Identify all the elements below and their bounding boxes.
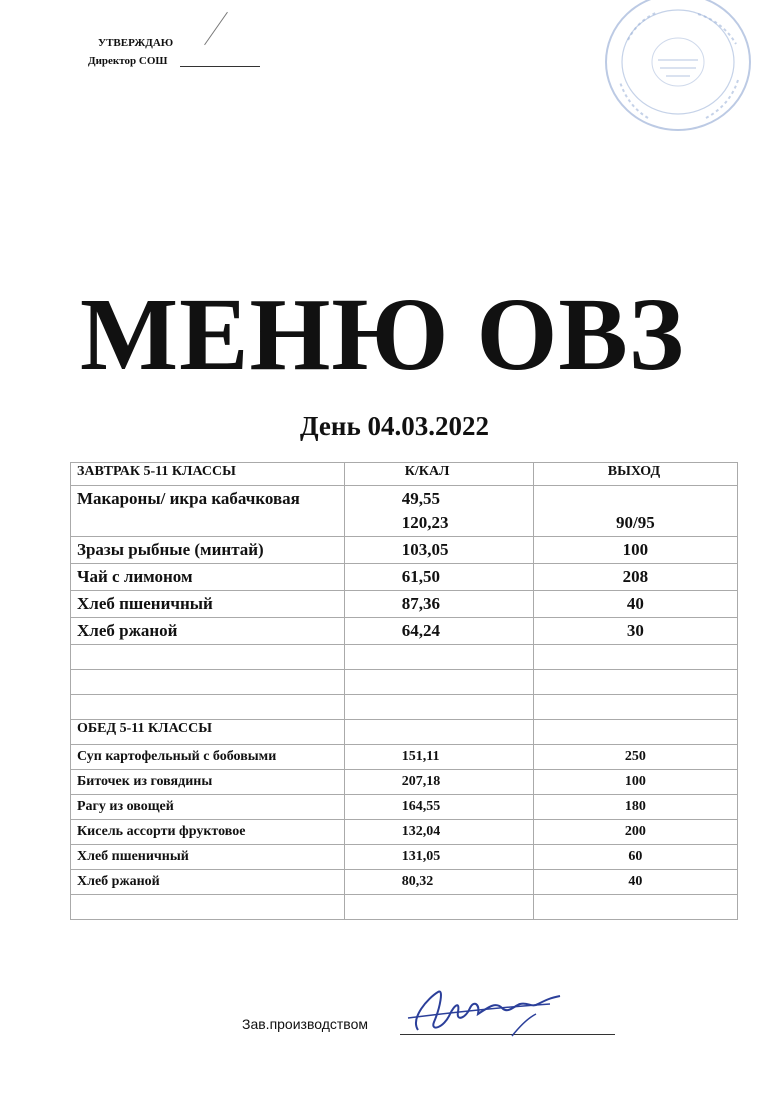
dish-output: 208 [533,564,737,591]
table-row [71,795,738,820]
day-title: День 04.03.2022 [300,411,489,441]
dish-output: 180 [533,795,737,820]
dish-name: Биточек из говядины [71,770,345,795]
director-org: СОШ [138,55,168,67]
dish-output: 40 [533,591,737,618]
dish-name: Хлеб ржаной [71,618,345,645]
table-row [71,537,738,564]
dish-kcal: 80,32 [344,870,533,895]
dish-output: 100 [533,537,737,564]
dish-name: Кисель ассорти фруктовое [71,820,345,845]
table-row [71,870,738,895]
empty-row [71,670,738,695]
table-row [71,618,738,645]
table-row [71,770,738,795]
table-row [71,564,738,591]
dish-output: 40 [533,870,737,895]
lunch-header: ОБЕД 5-11 КЛАССЫ [71,720,345,745]
dish-name: Чай с лимоном [71,564,345,591]
dish-kcal: 87,36 [344,591,533,618]
dish-kcal: 103,05 [344,537,533,564]
dish-kcal: 131,05 [344,845,533,870]
empty-row [71,895,738,920]
approval-block [88,34,173,70]
approval-signature-line [180,66,260,67]
dish-kcal: 49,55 120,23 [344,486,533,537]
dish-name: Хлеб пшеничный [71,845,345,870]
dish-output: 100 [533,770,737,795]
dish-kcal: 207,18 [344,770,533,795]
table-row [71,591,738,618]
dish-kcal: 61,50 [344,564,533,591]
output-header: ВЫХОД [533,463,737,486]
empty-row [71,695,738,720]
dish-name: Рагу из овощей [71,795,345,820]
approval-pen-stroke [204,12,228,45]
handwritten-signature-icon [400,978,570,1048]
round-stamp-icon [588,0,758,140]
footer-label: Зав.производством [242,1016,368,1032]
dish-kcal: 151,11 [344,745,533,770]
dish-name: Зразы рыбные (минтай) [71,537,345,564]
dish-output: 60 [533,845,737,870]
dish-name: Макароны/ икра кабачковая [71,486,345,537]
dish-output: 200 [533,820,737,845]
empty-row [71,645,738,670]
approval-title: УТВЕРЖДАЮ [98,37,174,49]
director-prefix: Директор [88,55,139,67]
dish-kcal: 164,55 [344,795,533,820]
dish-name: Хлеб ржаной [71,870,345,895]
table-row [71,745,738,770]
table-row [71,486,738,537]
breakfast-header: ЗАВТРАК 5-11 КЛАССЫ [71,463,345,486]
dish-kcal: 64,24 [344,618,533,645]
dish-output: 30 [533,618,737,645]
dish-name: Хлеб пшеничный [71,591,345,618]
table-row [71,820,738,845]
dish-name: Суп картофельный с бобовыми [71,745,345,770]
dish-output: 250 [533,745,737,770]
dish-output: 90/95 [533,486,737,537]
kcal-header: К/КАЛ [344,463,533,486]
page-title: МЕНЮ ОВЗ [80,277,685,392]
approval-director [88,52,173,70]
table-header-row [71,463,738,486]
menu-table [70,462,738,920]
lunch-header-row [71,720,738,745]
dish-kcal: 132,04 [344,820,533,845]
table-row [71,845,738,870]
